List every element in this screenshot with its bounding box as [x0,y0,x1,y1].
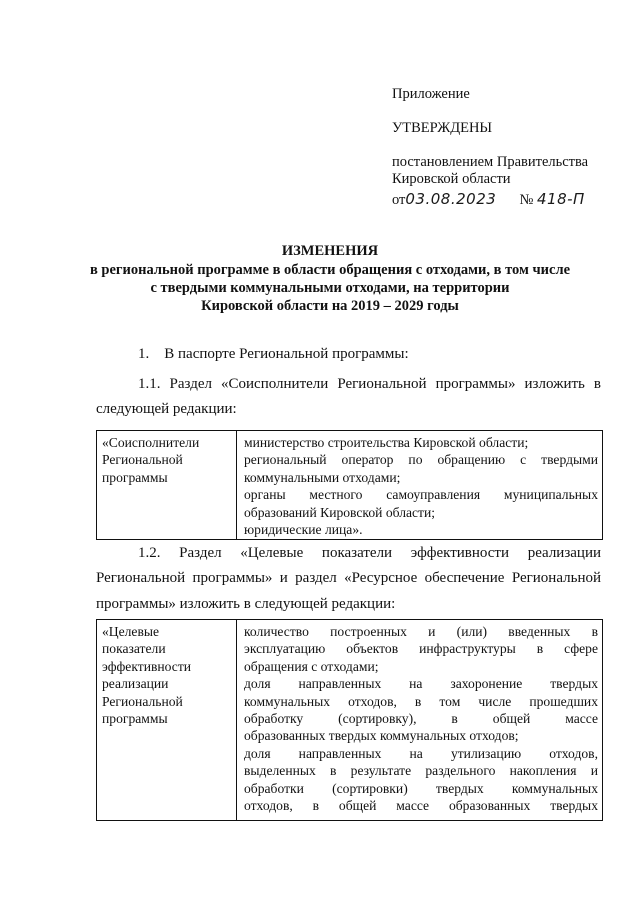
cell-line: Региональной [102,693,183,709]
date-prefix: от [392,192,406,208]
cell-line: коммунальными отходами; [244,469,401,485]
paragraph-1: 1. В паспорте Региональной программы: [138,346,409,362]
cell-line: «Целевые [102,624,160,639]
cell-line: реализации [102,676,169,692]
doc-subtitle-line-2: с твердыми коммунальными отходами, на территории [150,280,510,296]
target-indicators-value-cell [238,620,602,820]
cell-line: юридические лица». [244,521,363,537]
paragraph-1-2-line-2: Региональной программы» и раздел «Ресурсное обеспечение Региональной [96,570,601,586]
cell-line: доля направленных на захоронение твердых [244,676,598,692]
cell-line: программы [102,469,168,485]
paragraph-1-2-line-3: программы» изложить в следующей редакции: [96,596,396,612]
decree-line-1: постановлением Правительства [392,154,589,170]
cell-line: образованных твердых коммунальных отходов; [244,728,519,744]
cell-line: показатели [102,641,166,657]
doc-title: ИЗМЕНЕНИЯ [281,243,379,259]
paragraph-1-1-line-1: 1.1. Раздел «Соисполнители Региональной программы» изложить в [138,376,601,392]
cell-line: «Соисполнители [102,435,200,450]
cell-line: обработку (сортировку), в общей массе [244,710,598,726]
target-indicators-label-cell [97,620,237,820]
cell-line: количество построенных и (или) введенных в [244,624,598,639]
target-indicators-table [96,619,603,821]
cell-line: эксплуатацию объектов инфраструктуры в сфере [244,641,598,657]
cell-line: обращения с отходами; [244,658,379,674]
cell-line: региональный оператор по обращению с твердыми [244,452,598,468]
handwritten-date: 03.08.2023 [405,190,497,208]
cell-line: выделенных в результате раздельного накопления и [244,763,598,779]
co-executors-label-cell [97,431,237,539]
cell-line: обработки (сортировки) твердых коммунальных [244,780,598,796]
cell-line: образований Кировской области; [244,504,436,520]
cell-line: коммунальных отходов, в том числе прошедших [244,693,598,709]
cell-line: программы [102,710,168,726]
handwritten-number: 418-П [537,190,585,208]
cell-line: отходов, в общей массе образованных твердых [244,797,598,813]
co-executors-value-cell [238,431,602,539]
cell-line: органы местного самоуправления муниципальных [244,487,598,503]
decree-date-line [392,190,585,209]
co-executors-table [96,430,603,540]
paragraph-1-1-line-2: следующей редакции: [96,401,237,417]
approved-label: УТВЕРЖДЕНЫ [392,120,493,136]
cell-line: Региональной [102,452,183,468]
appendix-label: Приложение [392,86,470,102]
cell-line: доля направленных на утилизацию отходов, [244,745,598,761]
decree-line-2: Кировской области [392,171,511,187]
paragraph-1-2-line-1: 1.2. Раздел «Целевые показатели эффективности реализации [138,545,601,561]
doc-subtitle-line-3: Кировской области на 2019 – 2029 годы [201,298,459,314]
doc-subtitle-line-1: в региональной программе в области обращения с отходами, в том числе [89,262,571,278]
number-prefix: № [519,192,534,208]
cell-line: эффективности [102,658,192,674]
cell-line: министерство строительства Кировской области; [244,435,529,450]
